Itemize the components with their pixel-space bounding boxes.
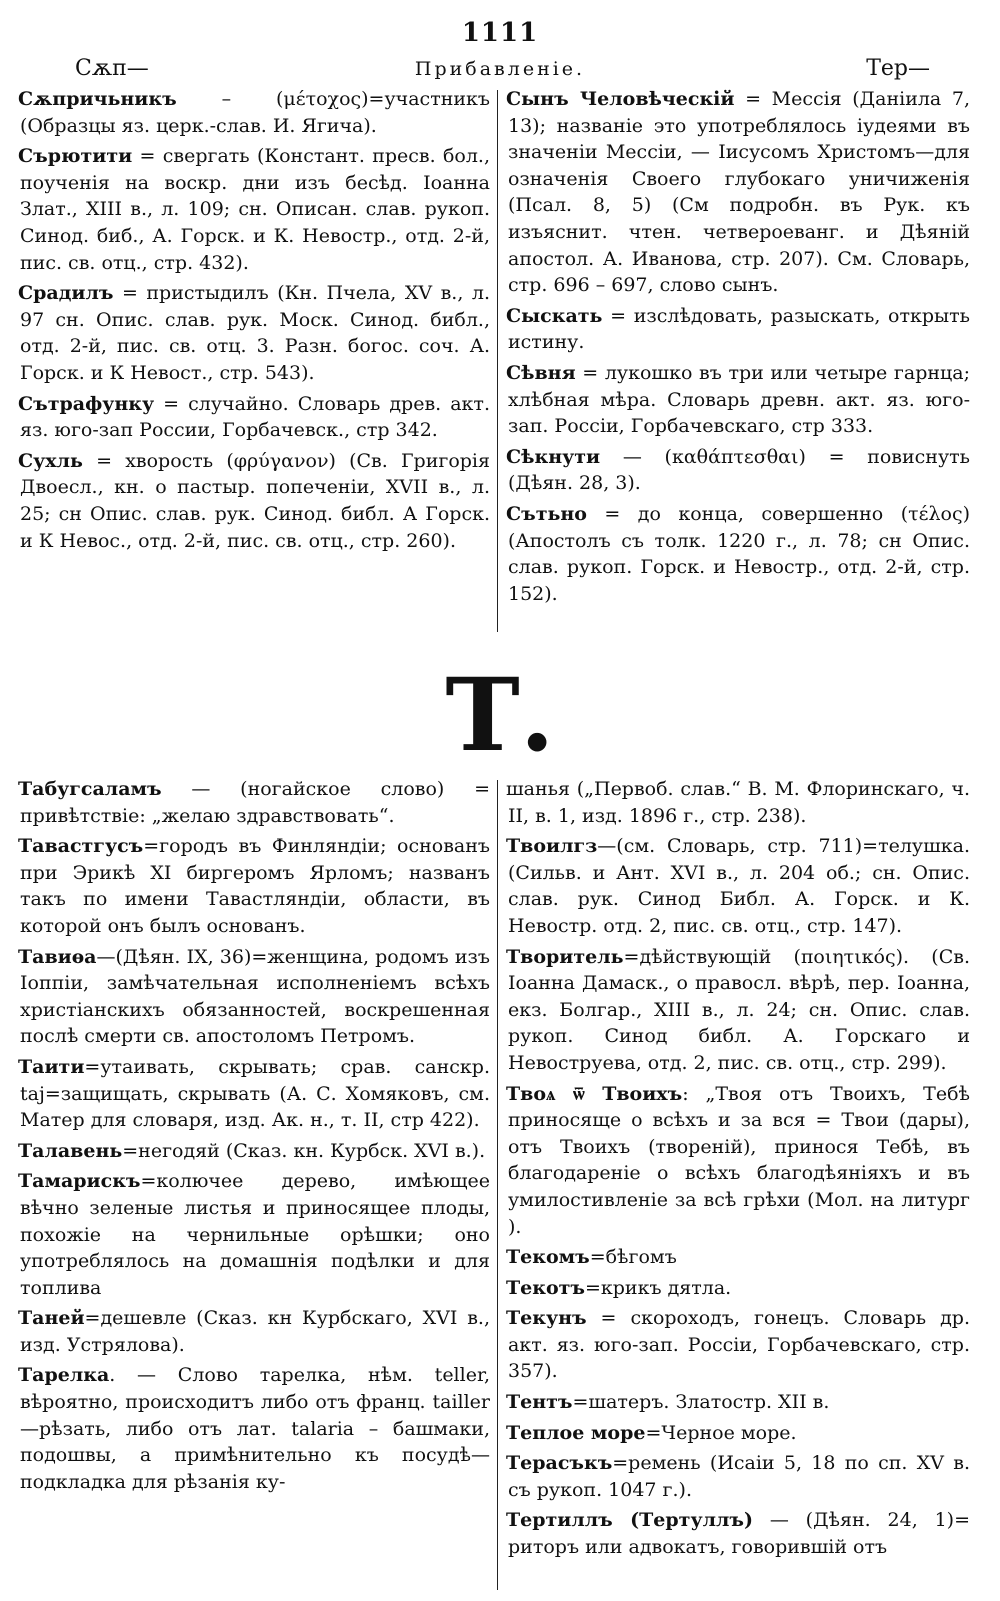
dictionary-entry xyxy=(20,776,490,829)
definition: = пристыдилъ (Кн. Пчела, XV в., л. 97 сн. Опис. слав. рук. Моск. Синод. библ., отд. 2-й, пис. св. отц. 3. Разн. богос. соч. А. Горск. и К Невост., стр. 543). xyxy=(20,282,490,384)
definition: = лукошко въ три или четыре гарнца; хлѣбная мѣра. Словарь древн. акт. яз. юго-зап. Россіи, Горбачевскаго, стр 333. xyxy=(508,361,970,438)
definition: — (ногайское слово) = привѣтствіе: „желаю здравствовать“. xyxy=(20,778,490,827)
headword: Таити xyxy=(18,1055,85,1078)
dictionary-entry xyxy=(20,1305,490,1358)
column-divider-bottom xyxy=(497,780,498,1590)
page-header xyxy=(0,18,1000,81)
dictionary-entry xyxy=(508,1389,970,1416)
headword: Творитель xyxy=(506,945,624,968)
headword: Тамарискъ xyxy=(18,1170,141,1193)
dictionary-entry xyxy=(20,1138,490,1165)
dictionary-entry xyxy=(508,1420,970,1447)
dictionary-entry xyxy=(20,944,490,1050)
headword: Тертиллъ (Тертуллъ) xyxy=(506,1509,753,1532)
definition: = до конца, совершенно (τέλος) (Апостолъ съ толк. 1220 г., л. 78; сн Опис. слав. рукоп. Горск. и Невостр., отд. 2-й, стр. 152). xyxy=(508,502,970,605)
column-top-right xyxy=(508,86,970,611)
page-number: 1111 xyxy=(461,18,539,48)
running-head-right: Тер— xyxy=(866,56,930,81)
definition: =колючее дерево, имѣющее вѣчно зеленые листья и приносящее плоды, похожіе на чернильные орѣшки; оно употреблялось на домашнія подѣлки и для топлива xyxy=(20,1170,490,1299)
definition: = скороходъ, гонецъ. Словарь др. акт. яз. юго-зап. Россіи, Горбачевскаго, стр. 357). xyxy=(508,1307,970,1383)
definition: =Черное море. xyxy=(645,1421,797,1444)
dictionary-entry xyxy=(508,1305,970,1385)
headword: Текунъ xyxy=(506,1307,587,1330)
definition: = изслѣдовать, разыскать, открыть истину. xyxy=(508,304,970,354)
dictionary-entry xyxy=(508,1244,970,1271)
definition: : „Твоя отъ Твоихъ, Тебѣ приносяще о всѣхъ и за вся = Твои (дары), отъ Твоихъ (твореній), принося Тебѣ, въ благодареніе о всѣхъ благодѣяніяхъ и въ умилостивленіе за всѣ грѣхи (Мол. на литург ). xyxy=(508,1082,970,1238)
headword: Теплое море xyxy=(506,1421,646,1444)
headword: Сухль xyxy=(18,449,83,472)
dictionary-entry xyxy=(508,944,970,1077)
headword: Сынъ Человѣческій xyxy=(506,88,735,110)
column-top-left xyxy=(20,86,490,558)
dictionary-entry xyxy=(508,360,970,440)
headword: Текотъ xyxy=(506,1276,585,1299)
headword: Сътрафунку xyxy=(18,392,155,415)
dictionary-entry xyxy=(20,391,490,444)
headword: Твоѧ ѿ Твоихъ xyxy=(506,1082,683,1105)
dictionary-entry xyxy=(20,448,490,554)
headword: Тавиѳа xyxy=(18,945,97,968)
dictionary-entry xyxy=(508,833,970,939)
dictionary-entry xyxy=(508,1450,970,1503)
headword: Тарелка xyxy=(18,1364,110,1387)
dictionary-entry xyxy=(20,86,490,139)
dictionary-entry xyxy=(20,280,490,386)
headword: Тентъ xyxy=(506,1391,573,1414)
definition: = Мессія (Даніила 7, 13); названіе это употреблялось іудеями въ значеніи Мессіи, — Іисусомъ Христомъ—для означенія Своего глубокаго уничиженія (Псал. 8, 5) (См подробн. въ Рук. къ изъяснит. чтен. четвероеванг. и Дѣяній апостол. А. Иванова, стр. 207). См. Словарь, стр. 696 – 697, слово сынъ. xyxy=(508,88,970,297)
definition: =негодяй (Сказ. кн. Курбск. XVI в.). xyxy=(122,1139,486,1162)
definition: . — Слово тарелка, нѣм. teller, вѣроятно, происходитъ либо отъ франц. tailler—рѣзать, либо отъ лат. talaria – башмаки, подошвы, а примѣнительно къ посудѣ—подкладка для рѣзанія ку- xyxy=(20,1364,490,1493)
definition: — (καθάπτεσθαι) = повиснуть (Дѣян. 28, 3). xyxy=(508,445,970,495)
column-bottom-left xyxy=(20,776,490,1499)
column-bottom-right xyxy=(508,776,970,1565)
headword: Сърютити xyxy=(18,145,133,168)
definition: — (Дѣян. 24, 1)= риторъ или адвокатъ, говорившій отъ xyxy=(508,1509,970,1559)
headword: Срадилъ xyxy=(18,282,114,305)
dictionary-entry xyxy=(508,444,970,497)
definition: =шатеръ. Златостр. XII в. xyxy=(572,1391,830,1414)
definition: шанья („Первоб. слав.“ В. М. Флоринскаго, ч. II, в. 1, изд. 1896 г., стр. 238). xyxy=(506,778,970,827)
dictionary-entry xyxy=(508,1081,970,1241)
dictionary-entry xyxy=(508,303,970,356)
headword: Сыскать xyxy=(506,304,603,327)
dictionary-entry xyxy=(508,501,970,607)
running-head-left: Сѫп— xyxy=(75,56,149,81)
dictionary-entry xyxy=(20,833,490,939)
running-head-center: Прибавленіе. xyxy=(414,58,586,80)
definition: —(см. Словарь, стр. 711)=телушка. (Сильв. и Ант. XVI в., л. 204 об.; сн. Опис. слав. рук. Синод Библ. А. Горск. и К. Невостр. отд. 2, пис. св. отц., стр. 147). xyxy=(508,835,970,937)
definition: =крикъ дятла. xyxy=(584,1276,732,1299)
dictionary-entry xyxy=(20,1054,490,1134)
dictionary-entry xyxy=(508,1275,970,1302)
definition: —(Дѣян. IX, 36)=женщина, родомъ изъ Іоппіи, замѣчательная исполненіемъ всѣхъ христіанскихъ обязанностей, воскрешенная послѣ смерти св. апостоломъ Петромъ. xyxy=(20,945,490,1048)
headword: Талавень xyxy=(18,1139,123,1162)
definition: = случайно. Словарь древ. акт. яз. юго-зап России, Горбачевск., стр 342. xyxy=(20,392,490,442)
dictionary-entry xyxy=(508,776,970,829)
headword: Текомъ xyxy=(506,1246,590,1269)
definition: =утаивать, скрывать; срав. санскр. taj=защищать, скрывать (А. С. Хомяковъ, см. Матер для словаря, изд. Ак. н., т. II, стр 422). xyxy=(20,1055,490,1132)
definition: = хворость (φρύγανον) (Св. Григорія Двоесл., кн. о пастыр. попеченіи, XVII в., л. 25; сн Опис. слав. рук. Синод. библ. А Горск. и К Невос., отд. 2-й, пис. св. отц., стр. 260). xyxy=(20,449,490,552)
headword: Твоилгз xyxy=(506,835,598,858)
dictionary-entry xyxy=(508,86,970,299)
dictionary-entry xyxy=(20,1362,490,1495)
headword: Сѣкнути xyxy=(506,445,601,468)
definition: = свергать (Констант. пресв. бол., поученія на воскр. дни изъ бесѣд. Іоанна Злат., XIII в., л. 109; сн. Описан. слав. рукоп. Синод. биб., А. Горск. и К. Невостр., отд. 2-й, пис. св. отц., стр. 432). xyxy=(20,145,490,274)
dictionary-entry xyxy=(20,143,490,276)
headword: Сътьно xyxy=(506,502,587,525)
headword: Таней xyxy=(18,1307,85,1330)
definition: =бѣгомъ xyxy=(589,1246,677,1269)
section-letter: Т. xyxy=(445,656,555,774)
definition: =дѣйствующій (ποιητικός). (Св. Іоанна Дамаск., о правосл. вѣрѣ, пер. Іоанна, екз. Болгар., XIII в., л. 24; сн. Опис. слав. рукоп. Синод библ. А. Горскаго и Невоструева, отд. 2, пис. св. отц., стр. 299). xyxy=(508,945,970,1074)
headword: Терасъкъ xyxy=(506,1452,613,1475)
definition: =ремень (Исаіи 5, 18 по сп. XV в. съ рукоп. 1047 г.). xyxy=(508,1452,970,1501)
column-divider-top xyxy=(497,90,498,632)
definition: =дешевле (Сказ. кн Курбскаго, XVI в., изд. Устрялова). xyxy=(20,1307,490,1356)
definition: =городъ въ Финляндіи; основанъ при Эрикѣ XI биргеромъ Ярломъ; названъ такъ по имени Тавастляндіи, области, въ которой онъ былъ основанъ. xyxy=(20,835,490,937)
headword: Тавастгусъ xyxy=(18,835,144,858)
headword: Табугсаламъ xyxy=(18,778,162,800)
headword: Сѫпричьникъ xyxy=(18,88,177,110)
definition: – (μέτοχος)=участникъ (Образцы яз. церк.-слав. И. Ягича). xyxy=(20,88,490,137)
dictionary-entry xyxy=(508,1507,970,1560)
headword: Сѣвня xyxy=(506,361,576,384)
dictionary-entry xyxy=(20,1168,490,1301)
